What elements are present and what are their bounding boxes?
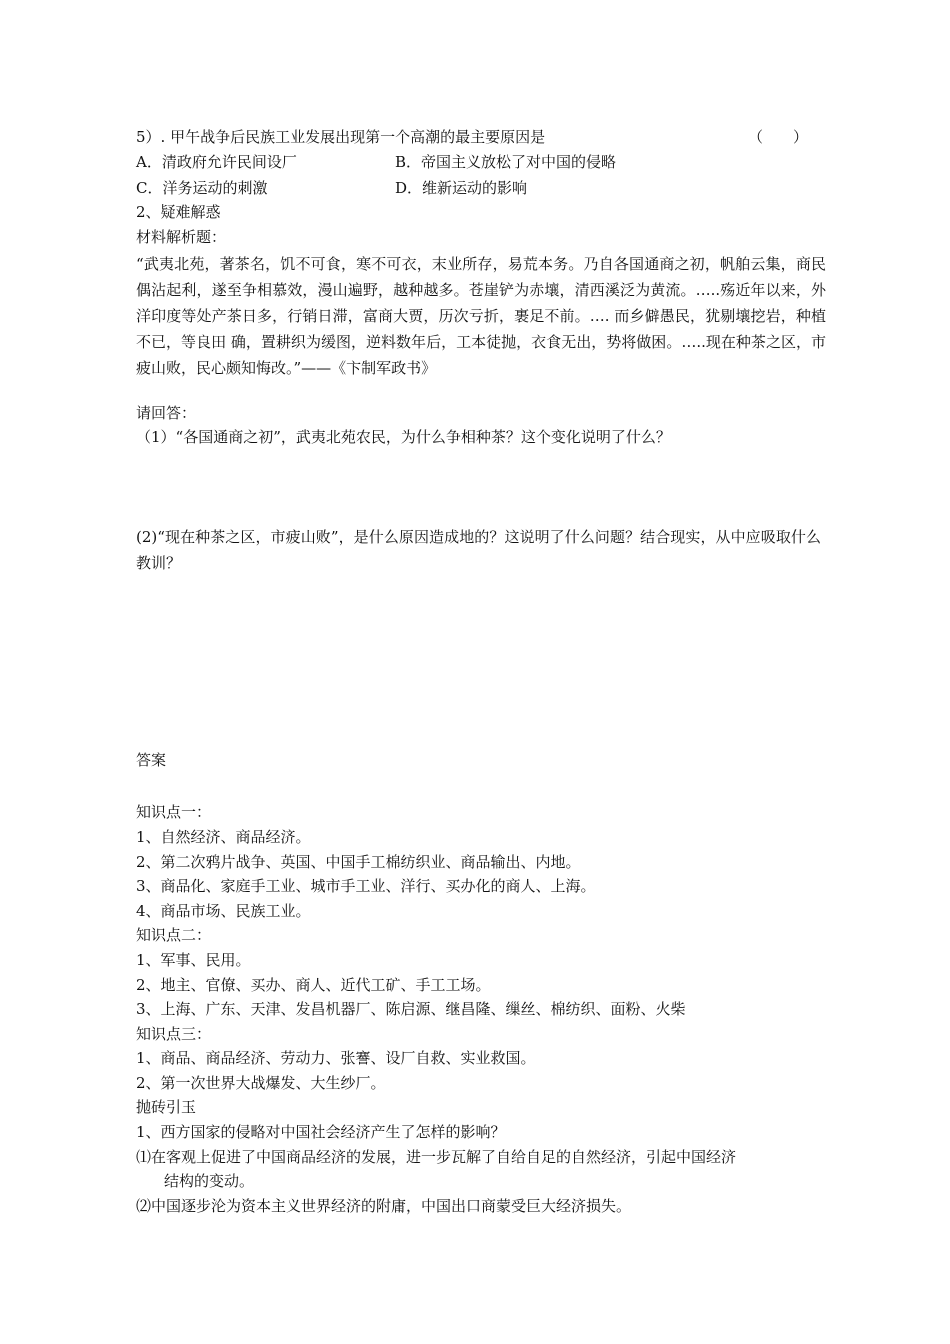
- knowledge-point-3-title: 知识点三：: [136, 1025, 212, 1043]
- knowledge-point-1-item: 3、商品化、家庭手工业、城市手工业、洋行、买办化的商人、上海。: [136, 877, 596, 895]
- pz-answer-1: ⑴在客观上促进了中国商品经济的发展，进一步瓦解了自给自足的自然经济，引起中国经济: [136, 1148, 737, 1166]
- option-d: D．维新运动的影响: [395, 179, 528, 197]
- knowledge-point-3-item: 1、商品、商品经济、劳动力、张謇、设厂自救、实业救国。: [136, 1049, 536, 1067]
- material-label: 材料解析题：: [136, 228, 227, 246]
- question5-stem: 5）. 甲午战争后民族工业发展出现第一个高潮的最主要原因是: [136, 128, 546, 146]
- sub-question-2: (2)“现在种茶之区，市疲山败”，是什么原因造成地的？这说明了什么问题？结合现实，从中应吸取什么教训？: [136, 528, 821, 572]
- knowledge-point-1-item: 1、自然经济、商品经济。: [136, 828, 311, 846]
- knowledge-point-2-title: 知识点二：: [136, 926, 212, 944]
- knowledge-point-1-title: 知识点一：: [136, 803, 212, 821]
- option-b: B．帝国主义放松了对中国的侵略: [395, 153, 617, 171]
- pz-title: 抛砖引玉: [136, 1098, 197, 1116]
- knowledge-point-2-item: 1、军事、民用。: [136, 951, 251, 969]
- knowledge-point-2-item: 2、地主、官僚、买办、商人、近代工矿、手工工场。: [136, 976, 491, 994]
- material-quote: “武夷北苑，著茶名，饥不可食，寒不可衣，末业所存，易荒本务。乃自各国通商之初，帆舶云集，商民偶沾起利，遂至争相慕效，漫山遍野，越种越多。苍崖铲为赤壤，清西溪泛为黄流。…..殇近年以来，外洋印度等处产茶日多，行销日滞，富商大贾，历次亏折，裹足不前。…. 而乡僻愚民，犹剔壤挖岩，种植不已，等良田 确，置耕织为缓图，逆料数年后，工本徒抛，衣食无出，势将做困。…..现在种茶之区，市疲山败，民心颇知悔改。”——《卞制军政书》: [136, 255, 826, 377]
- knowledge-point-3-item: 2、第一次世界大战爆发、大生纱厂。: [136, 1074, 386, 1092]
- pz-answer-1-continued: 结构的变动。: [164, 1172, 255, 1190]
- knowledge-point-1-item: 2、第二次鸦片战争、英国、中国手工棉纺织业、商品输出、内地。: [136, 853, 581, 871]
- section-heading-doubts: 2、疑难解惑: [136, 203, 221, 221]
- knowledge-point-1-item: 4、商品市场、民族工业。: [136, 902, 311, 920]
- answers-title: 答案: [136, 751, 167, 769]
- option-c: C．洋务运动的刺激: [136, 179, 268, 197]
- ask-label: 请回答：: [136, 404, 197, 422]
- pz-answer-2: ⑵中国逐步沦为资本主义世界经济的附庸，中国出口商蒙受巨大经济损失。: [136, 1197, 632, 1215]
- answer-parentheses: （ ）: [748, 128, 809, 146]
- pz-question-1: 1、西方国家的侵略对中国社会经济产生了怎样的影响？: [136, 1123, 506, 1141]
- sub-question-1: （1）“各国通商之初”，武夷北苑农民，为什么争相种茶？这个变化说明了什么？: [136, 428, 671, 446]
- option-a: A．清政府允许民间设厂: [136, 153, 297, 171]
- knowledge-point-2-item: 3、上海、广东、天津、发昌机器厂、陈启源、继昌隆、缫丝、棉纺织、面粉、火柴: [136, 1000, 686, 1018]
